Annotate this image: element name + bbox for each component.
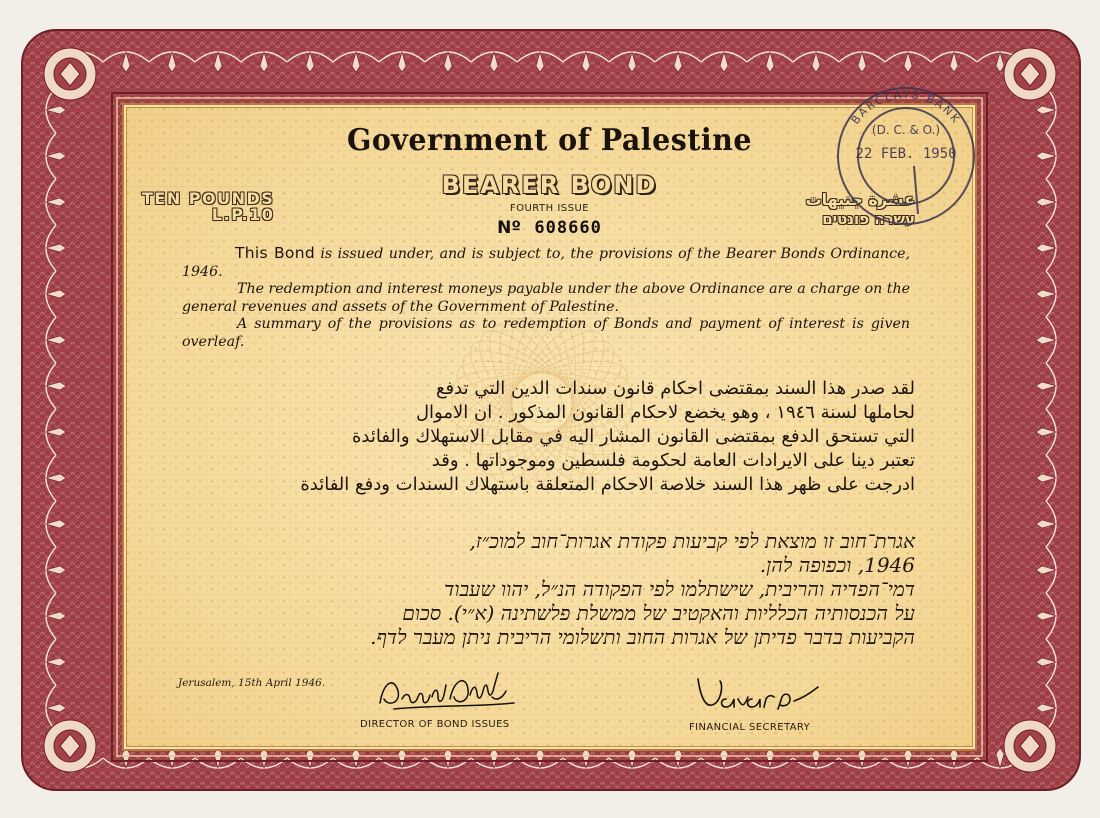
stamp-branch: (D. C. & O.): [871, 123, 941, 137]
bank-date-stamp: [826, 86, 986, 226]
english-terms: [182, 245, 910, 351]
hebrew-line: על הכנסותיה הכלליות והאקטיב של ממשלת פלשתינה (א״י). סכום: [402, 601, 915, 625]
denomination-english: [142, 191, 274, 223]
stamp-bank-name: BARCLAYS BANK: [848, 87, 964, 127]
hebrew-terms: [180, 529, 915, 649]
denomination-arabic: عشرة جنيهات: [805, 190, 915, 209]
issue-label: FOURTH ISSUE: [509, 203, 590, 214]
bond-title: BEARER BOND: [441, 171, 658, 199]
serial-prefix: Nº: [497, 218, 521, 238]
arabic-line: لقد صدر هذا السند بمقتضى احكام قانون سندات الدين التي تدفع: [435, 378, 915, 399]
director-title: DIRECTOR OF BOND ISSUES: [360, 719, 510, 730]
place-and-date: Jerusalem, 15th April 1946.: [178, 677, 326, 689]
government-title: Government of Palestine: [347, 123, 752, 158]
hebrew-line: דמי־הפדיה והריבית, שישתלמו לפי הפקודה הנ״ל, יהוו שעבוד: [444, 577, 915, 601]
arabic-line: تعتبر دينا على الايرادات العامة لحكومة فلسطين وموجوداتها . وقد: [431, 450, 915, 471]
hebrew-line: 1946, וכפופה להן.: [759, 553, 915, 577]
signature-financial-secretary: [690, 673, 830, 717]
english-paragraph-2: The redemption and interest moneys payable under the above Ordinance are a charge on the general revenues and assets of the Government of Palestine.: [182, 281, 910, 315]
arabic-line: ادرجت على ظهر هذا السند خلاصة الاحكام المتعلقة باستهلاك السندات ودفع الفائدة: [300, 474, 915, 495]
hebrew-line: אגרת־חוב זו מוצאת לפי קביעות פקודת אגרות־חוב למוכ״ז,: [469, 529, 915, 553]
english-paragraph-1-caps: This Bond: [235, 244, 315, 262]
arabic-line: التي تستحق الدفع بمقتضى القانون المشار اليه في مقابل الاستهلاك والفائدة: [351, 426, 915, 447]
english-paragraph-1: [182, 245, 910, 281]
stamp-date: 22 FEB. 1950: [855, 146, 957, 162]
denomination-code: L.P.10: [211, 205, 275, 224]
english-paragraph-1-rest: is issued under, and is subject to, the provisions of the Bearer Bonds Ordinance, 1946.: [182, 246, 910, 280]
arabic-terms: [180, 377, 915, 497]
signature-director: [374, 669, 524, 717]
serial-number: 608660: [534, 218, 602, 238]
hebrew-line: הקביעות בדבר פדיתן של אגרות החוב ותשלומי הריבית ניתן מעבר לדף.: [370, 625, 915, 649]
financial-secretary-title: FINANCIAL SECRETARY: [689, 722, 811, 733]
denomination-words: TEN POUNDS: [142, 189, 275, 208]
denomination-hebrew: עשרה פונטים: [822, 210, 915, 228]
arabic-line: لحاملها لسنة ١٩٤٦ ، وهو يخضع لاحكام القانون المذكور . ان الاموال: [415, 402, 915, 423]
english-paragraph-3: A summary of the provisions as to redemption of Bonds and payment of interest is given overleaf.: [182, 316, 910, 350]
